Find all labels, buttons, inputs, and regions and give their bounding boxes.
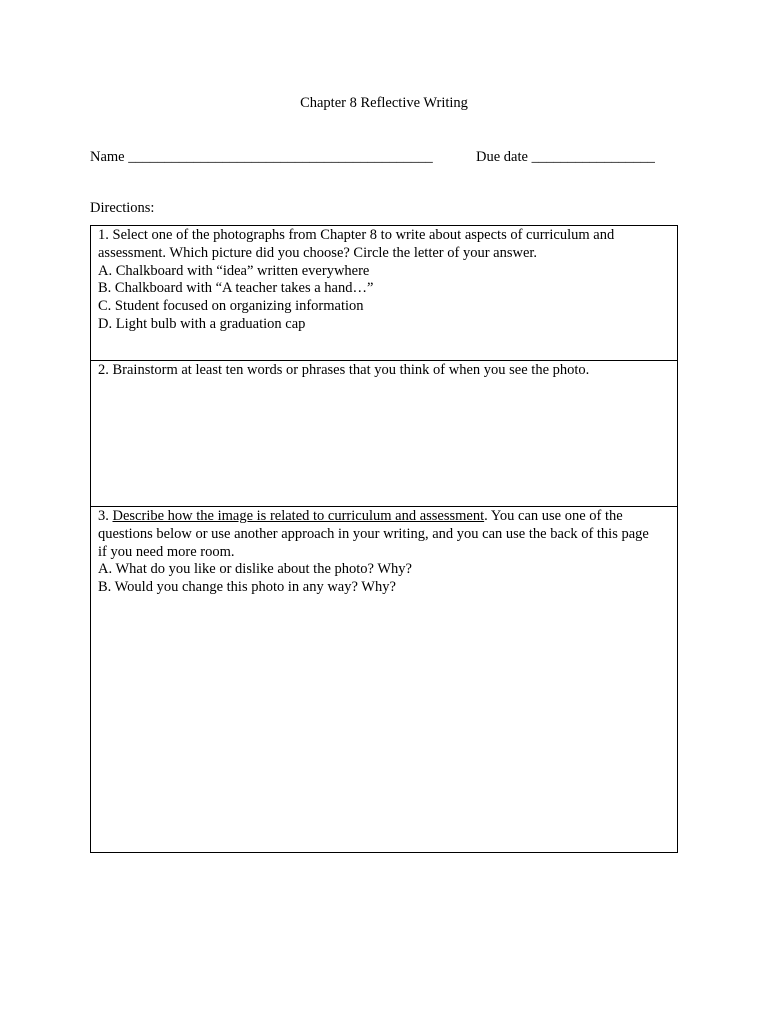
question-3-line-1 — [98, 508, 670, 526]
directions-label: Directions: — [90, 200, 155, 216]
name-blank[interactable]: __________________________________________ — [128, 149, 433, 165]
question-1-option-c[interactable]: C. Student focused on organizing information — [98, 298, 364, 315]
name-field[interactable] — [90, 148, 433, 166]
question-1-line-2: assessment. Which picture did you choose? Circle the letter of your answer. — [98, 244, 538, 261]
page-title: Chapter 8 Reflective Writing — [300, 95, 468, 111]
question-3-line-2: questions below or use another approach in your writing, and you can use the back of this page — [98, 525, 649, 542]
question-1-cell[interactable] — [91, 226, 677, 360]
question-3-number: 3. — [98, 508, 113, 524]
question-2-line-1: 2. Brainstorm at least ten words or phrases that you think of when you see the photo. — [98, 362, 590, 378]
question-1-option-d[interactable]: D. Light bulb with a graduation cap — [98, 315, 306, 332]
due-date-blank[interactable]: _________________ — [531, 149, 655, 165]
question-1-option-b[interactable]: B. Chalkboard with “A teacher takes a hand…” — [98, 280, 374, 297]
question-3-underlined-prompt: Describe how the image is related to curriculum and assessment — [112, 508, 485, 524]
due-date-label: Due date — [476, 149, 528, 165]
question-3-option-b: B. Would you change this photo in any way? Why? — [98, 579, 396, 596]
question-1-line-1: 1. Select one of the photographs from Chapter 8 to write about aspects of curriculum and — [98, 227, 615, 243]
question-3-cell[interactable] — [91, 506, 677, 852]
question-2-cell[interactable] — [91, 360, 677, 506]
question-3-option-a: A. What do you like or dislike about the photo? Why? — [98, 561, 412, 578]
questions-table — [90, 225, 678, 853]
question-1-option-a[interactable]: A. Chalkboard with “idea” written everywhere — [98, 262, 370, 279]
question-3-line-3: if you need more room. — [98, 543, 235, 560]
question-3-line-1-rest: . You can use one of the — [484, 508, 623, 524]
name-label: Name — [90, 149, 125, 165]
due-date-field[interactable] — [476, 148, 655, 166]
